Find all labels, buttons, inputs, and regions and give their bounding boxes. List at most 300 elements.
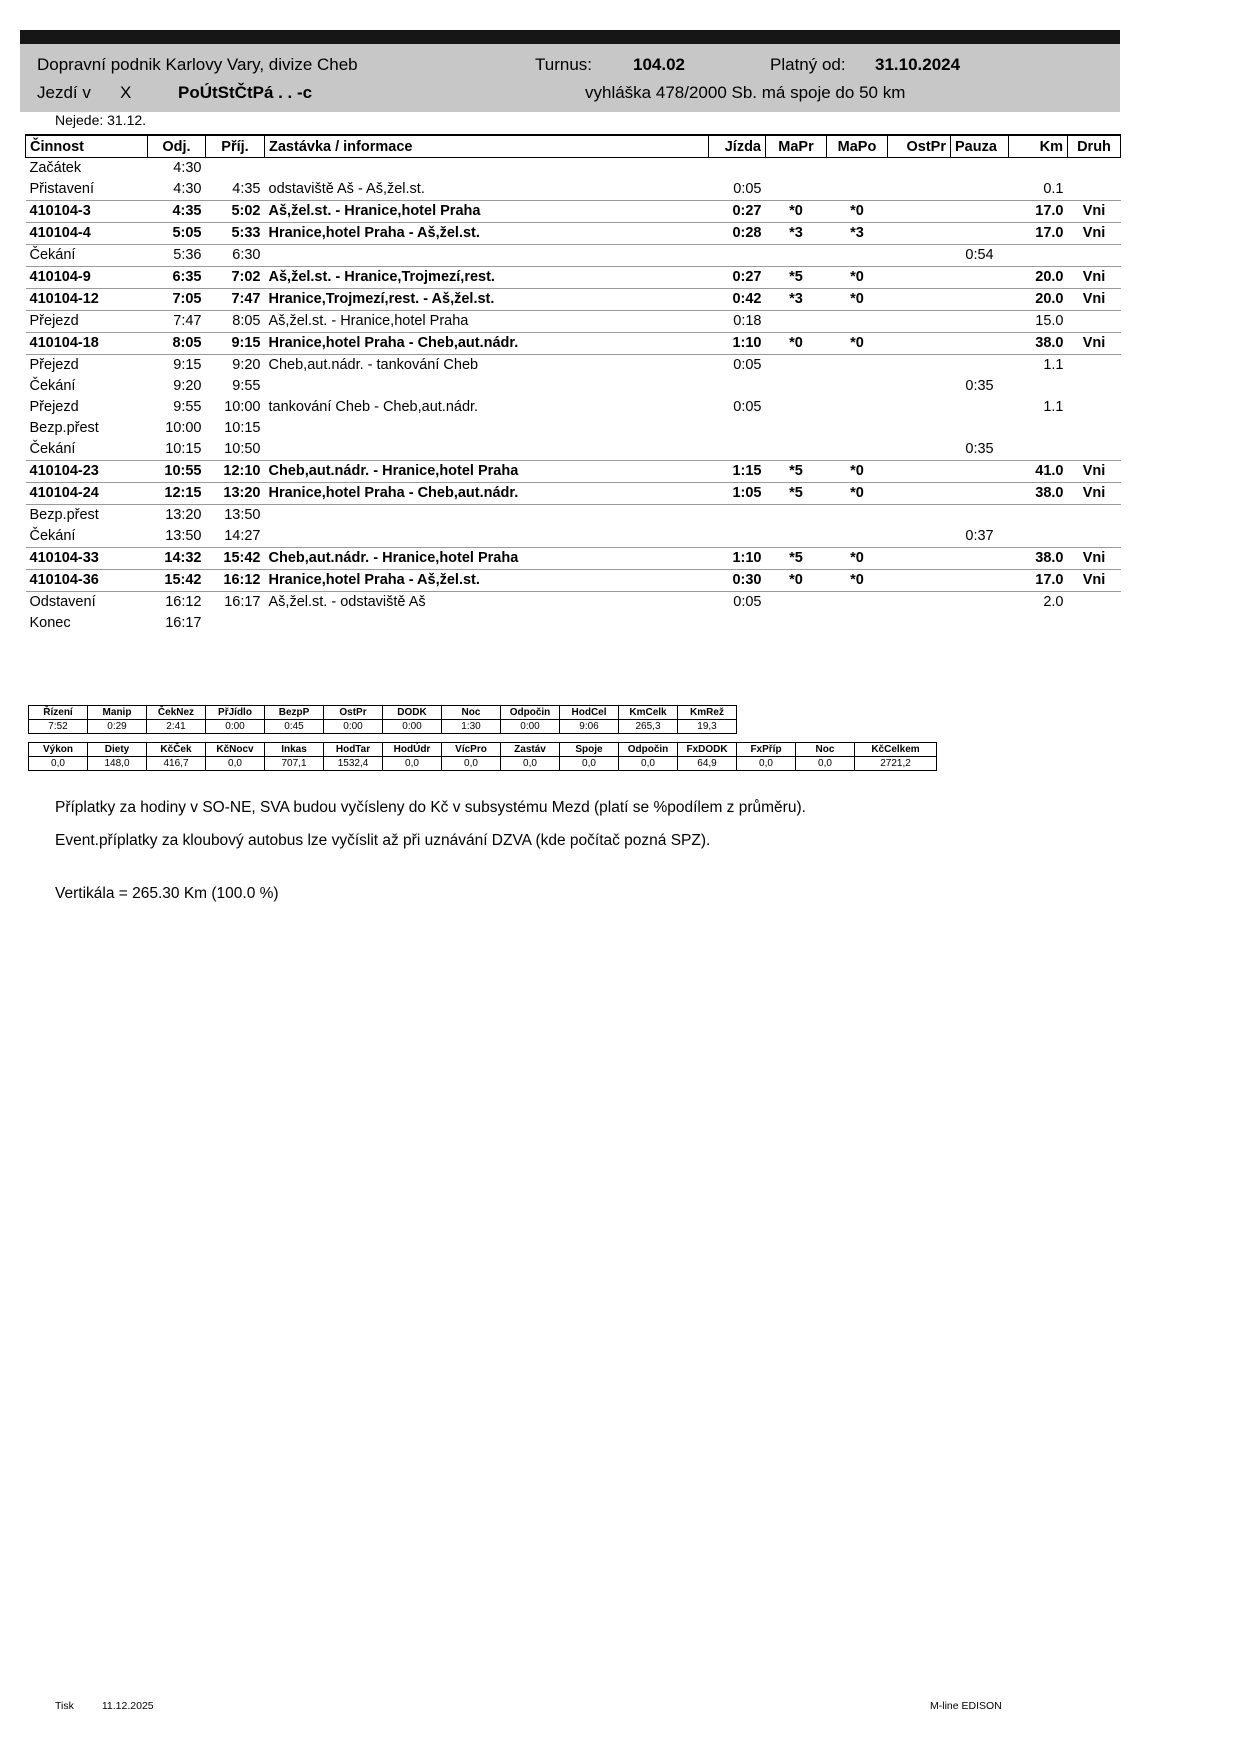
table-cell [1009,526,1068,548]
summary-column-header: FxDODK [678,743,737,757]
valid-from-label: Platný od: [770,55,846,74]
table-cell: *0 [827,267,888,289]
table-cell: 0:35 [965,378,994,394]
table-cell [1068,505,1121,527]
summary-column-header: VícPro [442,743,501,757]
table-row [26,289,1121,311]
table-cell: Čekání [29,528,76,544]
table-cell [888,179,951,201]
table-cell: *5 [766,548,827,570]
table-cell: 6:35 [148,267,206,289]
column-header: Činnost [26,135,148,158]
table-cell: 15:42 [206,548,265,570]
runs-code: X [120,83,132,102]
column-header: OstPr [888,135,951,158]
summary-column-header: Inkas [265,743,324,757]
table-cell: 7:47 [206,289,265,311]
top-black-bar [20,30,1120,44]
table-cell: 0:37 [965,528,994,544]
table-cell [951,483,1009,505]
table-cell: Vni [1068,289,1121,311]
table-cell: 4:35 [232,181,261,197]
table-cell: *0 [827,201,888,223]
table-row [26,158,1121,180]
table-cell [1068,418,1121,439]
column-header: Km [1009,135,1068,158]
table-cell: *0 [827,333,888,355]
table-cell: 0.1 [1043,181,1064,197]
summary-value-cell: 0:00 [501,720,560,734]
summary-value-row [29,757,937,771]
table-cell: 0:30 [709,570,766,592]
table-cell [766,158,827,180]
table-cell [827,376,888,397]
table-cell: Čekání [29,378,76,394]
table-cell: *0 [827,461,888,483]
table-cell [951,289,1009,311]
table-cell: 16:17 [165,615,202,631]
table-row [26,461,1121,483]
table-cell: 0:27 [709,201,766,223]
document-header [20,44,1120,112]
column-header: Odj. [148,135,206,158]
table-cell: Hranice,Trojmezí,rest. - Aš,žel.st. [265,289,709,311]
table-cell [827,613,888,634]
table-cell [1009,418,1068,439]
table-cell [888,267,951,289]
table-cell: *0 [827,483,888,505]
table-cell [766,526,827,548]
summary-value-row [29,720,737,734]
note-surcharge: Příplatky za hodiny v SO-NE, SVA budou vyčísleny do Kč v subsystému Mezd (platí se %podílem z průměru). [55,799,806,816]
table-cell [888,376,951,397]
table-cell [888,158,951,180]
table-cell [709,613,766,634]
table-cell: 2.0 [1043,594,1064,610]
table-row [26,201,1121,223]
summary-value-cell: 0,0 [796,757,855,771]
table-cell [766,418,827,439]
summary-value-cell: 0:00 [206,720,265,734]
table-cell [827,179,888,201]
table-cell [951,418,1009,439]
table-cell: 9:15 [173,357,202,373]
turnus-label: Turnus: [535,55,593,74]
table-cell [827,397,888,418]
table-cell [206,613,265,634]
table-cell: 5:36 [173,247,202,263]
table-cell [951,505,1009,527]
table-cell [888,333,951,355]
table-cell: 8:05 [148,333,206,355]
table-cell: 1:10 [709,333,766,355]
not-running-note: Nejede: 31.12. [55,112,147,128]
table-cell [951,355,1009,377]
table-cell [265,505,709,527]
table-cell: 17.0 [1009,570,1068,592]
table-cell: Přistavení [29,181,94,197]
table-cell: 0:27 [709,267,766,289]
table-cell [827,158,888,180]
table-cell: 20.0 [1009,267,1068,289]
summary-column-header: KmCelk [619,706,678,720]
summary-column-header: PřJídlo [206,706,265,720]
table-cell: 38.0 [1009,333,1068,355]
table-cell [951,333,1009,355]
table-cell: Začátek [29,160,82,176]
table-cell [1068,439,1121,461]
table-cell: 9:15 [206,333,265,355]
print-label: Tisk [55,1700,74,1712]
table-cell [951,223,1009,245]
turnus-value: 104.02 [633,55,685,74]
table-cell: 0:28 [709,223,766,245]
table-cell: Čekání [29,441,76,457]
table-cell: *5 [766,267,827,289]
decree-text: vyhláška 478/2000 Sb. má spoje do 50 km [585,83,906,102]
company-name: Dopravní podnik Karlovy Vary, divize Cheb [37,55,358,74]
table-cell [709,526,766,548]
table-cell: 410104-12 [26,289,148,311]
table-cell: 0:18 [733,313,762,329]
table-cell: 0:35 [965,441,994,457]
table-cell [827,311,888,333]
table-cell [951,158,1009,180]
table-cell: Vni [1068,267,1121,289]
table-cell [888,548,951,570]
table-cell: *0 [827,289,888,311]
table-cell: *0 [766,570,827,592]
table-cell [1009,439,1068,461]
table-row [26,526,1121,548]
table-cell: 12:15 [148,483,206,505]
table-cell [888,483,951,505]
column-header: Druh [1068,135,1121,158]
summary-column-header: ČekNez [147,706,206,720]
table-cell: Vni [1068,483,1121,505]
table-cell: Vni [1068,223,1121,245]
table-cell [709,158,766,180]
table-cell: Odstavení [29,594,96,610]
table-cell [1009,376,1068,397]
table-cell [888,592,951,614]
table-cell [766,179,827,201]
table-row [26,548,1121,570]
summary-value-cell: 0,0 [206,757,265,771]
table-cell [888,245,951,267]
table-cell: *5 [766,461,827,483]
table-cell: 5:33 [206,223,265,245]
table-cell: 10:50 [224,441,261,457]
time-summary-table [28,705,737,734]
table-cell: 41.0 [1009,461,1068,483]
valid-from-value: 31.10.2024 [875,55,961,74]
table-cell: 5:02 [206,201,265,223]
table-cell: 38.0 [1009,548,1068,570]
summary-column-header: Zastáv [501,743,560,757]
table-cell: 410104-3 [26,201,148,223]
table-cell [888,439,951,461]
table-cell: Aš,žel.st. - Hranice,hotel Praha [265,201,709,223]
table-cell [265,439,709,461]
summary-column-header: HodTar [324,743,383,757]
table-cell: 9:20 [173,378,202,394]
column-header: MaPo [827,135,888,158]
summary-column-header: BezpP [265,706,324,720]
app-name: M-line EDISON [930,1700,1002,1712]
table-cell: 410104-18 [26,333,148,355]
table-cell [888,355,951,377]
schedule-table [25,134,1121,634]
table-row [26,223,1121,245]
table-cell: *0 [766,333,827,355]
table-cell [265,418,709,439]
table-cell [206,158,265,180]
summary-column-header: HodCel [560,706,619,720]
table-cell: Vni [1068,570,1121,592]
table-cell: 14:27 [224,528,261,544]
summary-value-cell: 707,1 [265,757,324,771]
table-cell: 16:17 [224,594,261,610]
table-cell [951,201,1009,223]
column-header: Příj. [206,135,265,158]
table-cell: 13:50 [165,528,202,544]
table-cell [709,418,766,439]
table-cell [1009,245,1068,267]
table-cell: 13:20 [206,483,265,505]
table-cell [766,505,827,527]
table-cell [951,548,1009,570]
table-cell [1068,311,1121,333]
table-cell [766,355,827,377]
summary-column-header: HodÚdr [383,743,442,757]
summary-value-cell: 0:45 [265,720,324,734]
table-cell [888,418,951,439]
summary-value-cell: 9:06 [560,720,619,734]
table-cell: Konec [29,615,71,631]
table-cell: 1:10 [709,548,766,570]
schedule-header-row [26,135,1121,158]
table-row [26,311,1121,333]
summary-column-header: Manip [88,706,147,720]
table-cell: 410104-36 [26,570,148,592]
table-cell: 410104-4 [26,223,148,245]
table-cell: Vni [1068,333,1121,355]
table-cell [888,397,951,418]
summary-column-header: Odpočin [501,706,560,720]
table-cell: *0 [766,201,827,223]
table-row [26,333,1121,355]
table-cell: 1:15 [709,461,766,483]
table-cell: 0:05 [733,594,762,610]
table-cell [888,526,951,548]
table-cell [766,245,827,267]
summary-value-cell: 0,0 [619,757,678,771]
table-cell: *3 [766,289,827,311]
table-cell [709,439,766,461]
table-cell [766,376,827,397]
table-cell [1068,613,1121,634]
table-cell: Hranice,hotel Praha - Aš,žel.st. [265,223,709,245]
summary-column-header: OstPr [324,706,383,720]
table-cell [766,311,827,333]
summary-column-header: Diety [88,743,147,757]
summary-value-cell: 1:30 [442,720,501,734]
table-cell: 9:55 [173,399,202,415]
table-row [26,245,1121,267]
table-cell: 1.1 [1043,399,1064,415]
table-cell: 0:05 [733,357,762,373]
table-cell [265,245,709,267]
table-cell [951,397,1009,418]
table-cell: Přejezd [29,357,79,373]
table-cell: 10:00 [224,399,261,415]
table-cell: 13:20 [165,507,202,523]
table-cell: Hranice,hotel Praha - Cheb,aut.nádr. [265,333,709,355]
note-articulated: Event.příplatky za kloubový autobus lze vyčíslit až při uznávání DZVA (kde počítač pozná SPZ). [55,832,711,849]
table-cell: odstaviště Aš - Aš,žel.st. [268,181,425,197]
table-cell: 0:05 [733,181,762,197]
table-cell [1068,526,1121,548]
table-cell: Čekání [29,247,76,263]
table-cell: *5 [766,483,827,505]
table-cell [827,418,888,439]
table-row [26,570,1121,592]
table-cell: Aš,žel.st. - odstaviště Aš [268,594,426,610]
table-cell [265,526,709,548]
table-cell: 10:15 [224,420,261,436]
vertical-km-summary: Vertikála = 265.30 Km (100.0 %) [55,885,279,902]
summary-value-cell: 416,7 [147,757,206,771]
table-cell [709,245,766,267]
table-cell: 38.0 [1009,483,1068,505]
table-cell [827,505,888,527]
table-cell [265,158,709,180]
table-cell: *3 [766,223,827,245]
table-cell: Bezp.přest [29,507,99,523]
table-cell: 7:02 [206,267,265,289]
table-cell [888,613,951,634]
summary-value-cell: 0,0 [560,757,619,771]
table-row [26,483,1121,505]
table-cell: 0:42 [709,289,766,311]
summary-column-header: FxPříp [737,743,796,757]
table-row [26,505,1121,527]
table-cell [1068,245,1121,267]
runs-label: Jezdí v [37,83,91,102]
summary-header-row [29,743,937,757]
table-cell [766,592,827,614]
table-cell: *0 [827,570,888,592]
table-cell: Bezp.přest [29,420,99,436]
table-cell: 9:55 [232,378,261,394]
summary-value-cell: 0,0 [501,757,560,771]
table-cell: 4:30 [173,181,202,197]
table-cell: 16:12 [165,594,202,610]
column-header: Zastávka / informace [265,135,709,158]
table-cell: 1.1 [1043,357,1064,373]
summary-column-header: KčNocv [206,743,265,757]
summary-column-header: KčČek [147,743,206,757]
table-cell: 7:05 [148,289,206,311]
table-cell [709,505,766,527]
table-cell [827,526,888,548]
summary-column-header: KmRež [678,706,737,720]
summary-value-cell: 0:00 [324,720,383,734]
table-cell: 16:12 [206,570,265,592]
table-cell [951,592,1009,614]
table-row [26,376,1121,397]
table-cell: 15:42 [148,570,206,592]
summary-column-header: Řízení [29,706,88,720]
summary-column-header: Spoje [560,743,619,757]
table-cell [1009,613,1068,634]
table-cell: 4:30 [173,160,202,176]
table-cell [766,397,827,418]
table-cell [951,179,1009,201]
summary-column-header: Výkon [29,743,88,757]
table-cell [827,355,888,377]
table-cell [1068,179,1121,201]
table-cell: 12:10 [206,461,265,483]
summary-value-cell: 0,0 [442,757,501,771]
table-row [26,267,1121,289]
summary-value-cell: 0:29 [88,720,147,734]
table-cell [1068,397,1121,418]
money-summary-table [28,742,937,771]
table-cell: Vni [1068,201,1121,223]
summary-value-cell: 0:00 [383,720,442,734]
table-row [26,355,1121,377]
summary-column-header: KčCelkem [855,743,937,757]
table-cell [1068,158,1121,180]
table-cell [1068,376,1121,397]
summary-value-cell: 64,9 [678,757,737,771]
table-cell [888,505,951,527]
table-cell: 410104-9 [26,267,148,289]
table-cell: *3 [827,223,888,245]
table-cell [888,289,951,311]
summary-value-cell: 7:52 [29,720,88,734]
table-cell: 10:15 [165,441,202,457]
table-cell: Hranice,hotel Praha - Aš,žel.st. [265,570,709,592]
table-row [26,592,1121,614]
table-cell: Přejezd [29,399,79,415]
summary-value-cell: 1532,4 [324,757,383,771]
summary-value-cell: 265,3 [619,720,678,734]
table-cell [1009,158,1068,180]
table-cell: Cheb,aut.nádr. - Hranice,hotel Praha [265,461,709,483]
column-header: Pauza [951,135,1009,158]
table-cell: Aš,žel.st. - Hranice,hotel Praha [268,313,469,329]
table-cell: 6:30 [232,247,261,263]
table-cell [766,613,827,634]
print-info [55,1700,154,1712]
summary-value-cell: 0,0 [737,757,796,771]
table-cell [827,439,888,461]
column-header: MaPr [766,135,827,158]
summary-column-header: DODK [383,706,442,720]
summary-column-header: Noc [796,743,855,757]
summary-value-cell: 0,0 [29,757,88,771]
table-row [26,397,1121,418]
table-cell [827,592,888,614]
table-cell [888,201,951,223]
table-cell: 410104-24 [26,483,148,505]
table-cell: 0:54 [965,247,994,263]
table-cell: 13:50 [224,507,261,523]
summary-value-cell: 2721,2 [855,757,937,771]
